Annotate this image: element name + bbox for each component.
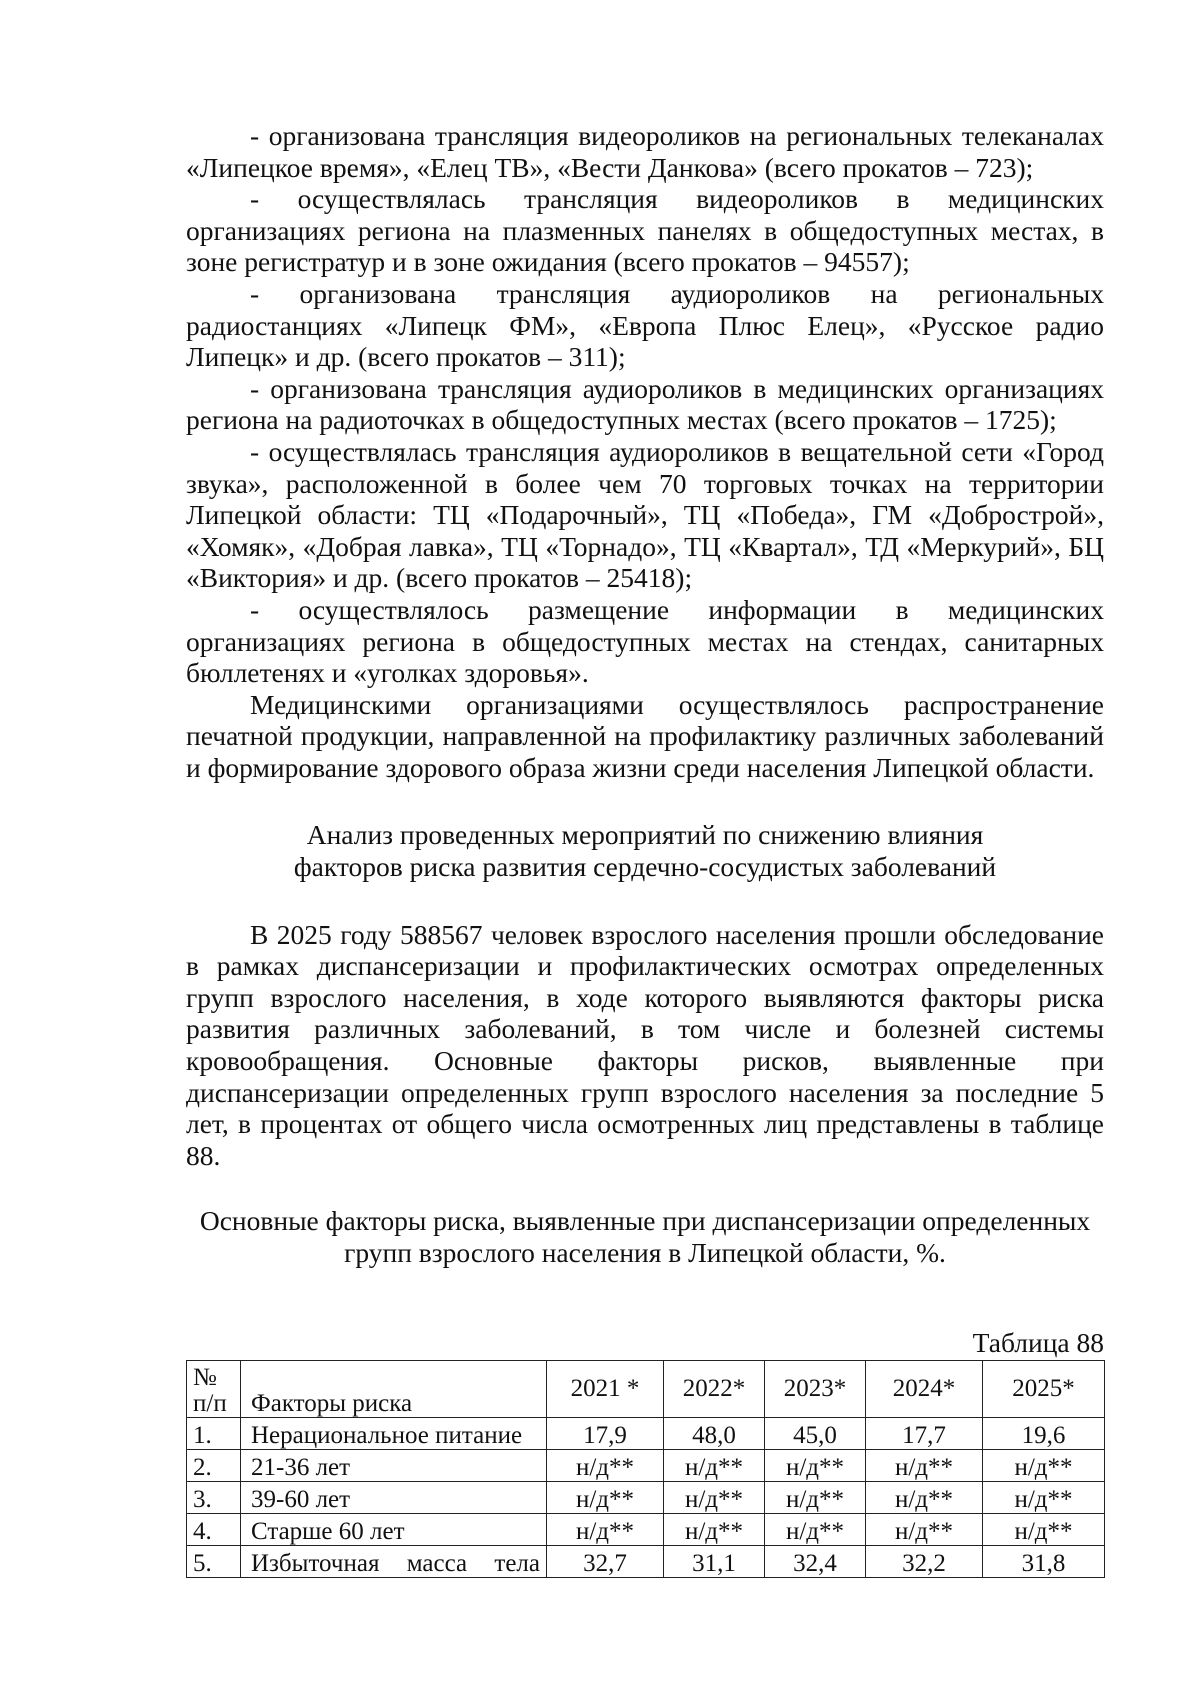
table-row	[187, 1514, 1105, 1546]
row-factor: 21-36 лет	[241, 1450, 547, 1482]
table-row	[187, 1546, 1105, 1578]
paragraph: - осуществлялась трансляция аудиороликов в вещательной сети «Город звука», расположенной в более чем 70 торговых точках на территории Липецкой области: ТЦ «Подарочный», ТЦ «Победа», ГМ «Добрострой», «Хомяк», «Добрая лавка», ТЦ «Торнадо», ТЦ «Квартал», ТД «Меркурий», БЦ «Виктория» и др. (всего прокатов – 25418);	[186, 435, 1104, 594]
row-value: н/д**	[765, 1450, 866, 1482]
header-factor: Факторы риска	[241, 1361, 547, 1418]
header-num	[187, 1361, 241, 1418]
row-value: н/д**	[664, 1514, 765, 1546]
row-value: 31,8	[983, 1546, 1105, 1578]
table-caption	[186, 1205, 1104, 1268]
header-year: 2022*	[664, 1361, 765, 1418]
row-factor: Избыточная масса тела	[241, 1546, 547, 1578]
paragraph: - осуществлялась трансляция видеороликов в медицинских организациях региона на плазменных панелях в общедоступных местах, в зоне регистратур и в зоне ожидания (всего прокатов – 94557);	[186, 183, 1104, 278]
row-value: 32,7	[547, 1546, 664, 1578]
table-caption-line: групп взрослого населения в Липецкой области, %.	[344, 1237, 946, 1268]
row-index: 2.	[187, 1450, 241, 1482]
row-value: н/д**	[765, 1514, 866, 1546]
row-value: 31,1	[664, 1546, 765, 1578]
row-index: 4.	[187, 1514, 241, 1546]
row-value: н/д**	[664, 1482, 765, 1514]
row-value: 48,0	[664, 1418, 765, 1450]
row-value: н/д**	[765, 1482, 866, 1514]
body-paragraph: В 2025 году 588567 человек взрослого населения прошли обследование в рамках диспансеризации и профилактических осмотрах определенных групп взрослого населения, в ходе которого выявляются факторы риска развития различных заболеваний, в том числе и болезней системы кровообращения. Основные факторы рисков, выявленные при диспансеризации определенных групп взрослого населения за последние 5 лет, в процентах от общего числа осмотренных лиц представлены в таблице 88.	[186, 918, 1104, 1171]
row-value: 32,4	[765, 1546, 866, 1578]
paragraph: - осуществлялось размещение информации в медицинских организациях региона в общедоступных местах на стендах, санитарных бюллетенях и «уголках здоровья».	[186, 593, 1104, 689]
row-factor: Нерациональное питание	[241, 1418, 547, 1450]
header-year: 2024*	[866, 1361, 983, 1418]
paragraph: - организована трансляция аудиороликов на региональных радиостанциях «Липецк ФМ», «Европа Плюс Елец», «Русское радио Липецк» и др. (всего прокатов – 311);	[186, 277, 1104, 373]
row-index: 3.	[187, 1482, 241, 1514]
row-value: н/д**	[547, 1482, 664, 1514]
paragraph: - организована трансляция аудиороликов в медицинских организациях региона на радиоточках в общедоступных местах (всего прокатов – 1725);	[186, 372, 1104, 436]
header-year: 2021 *	[547, 1361, 664, 1418]
row-value: н/д**	[983, 1514, 1105, 1546]
row-value: 19,6	[983, 1418, 1105, 1450]
table-row	[187, 1482, 1105, 1514]
row-factor: 39-60 лет	[241, 1482, 547, 1514]
section-heading	[186, 819, 1104, 882]
risk-factors-table	[186, 1360, 1105, 1578]
header-num-top: №	[193, 1364, 217, 1392]
section-heading-line: факторов риска развития сердечно-сосудистых заболеваний	[293, 851, 997, 883]
header-year: 2023*	[765, 1361, 866, 1418]
table-header-row	[187, 1361, 1105, 1418]
row-factor: Старше 60 лет	[241, 1514, 547, 1546]
row-index: 5.	[187, 1546, 241, 1578]
table-label: Таблица 88	[972, 1326, 1104, 1358]
row-value: н/д**	[983, 1482, 1105, 1514]
paragraph: - организована трансляция видеороликов на региональных телеканалах «Липецкое время», «Елец ТВ», «Вести Данкова» (всего прокатов – 723);	[186, 120, 1104, 183]
section-heading-line: Анализ проведенных мероприятий по снижению влияния	[306, 819, 984, 851]
row-value: н/д**	[547, 1450, 664, 1482]
row-value: н/д**	[664, 1450, 765, 1482]
row-value: 17,7	[866, 1418, 983, 1450]
table-row	[187, 1418, 1105, 1450]
header-num-bottom: п/п	[193, 1390, 227, 1418]
row-value: н/д**	[866, 1482, 983, 1514]
row-value: 32,2	[866, 1546, 983, 1578]
row-index: 1.	[187, 1418, 241, 1450]
table-caption-line: Основные факторы риска, выявленные при диспансеризации определенных	[199, 1205, 1091, 1237]
table-row	[187, 1450, 1105, 1482]
row-value: н/д**	[547, 1514, 664, 1546]
row-value: н/д**	[866, 1514, 983, 1546]
row-value: 17,9	[547, 1418, 664, 1450]
row-value: н/д**	[983, 1450, 1105, 1482]
paragraph: Медицинскими организациями осуществлялось распространение печатной продукции, направленной на профилактику различных заболеваний и формирование здорового образа жизни среди населения Липецкой области.	[186, 688, 1104, 783]
row-value: 45,0	[765, 1418, 866, 1450]
header-year: 2025*	[983, 1361, 1105, 1418]
row-value: н/д**	[866, 1450, 983, 1482]
